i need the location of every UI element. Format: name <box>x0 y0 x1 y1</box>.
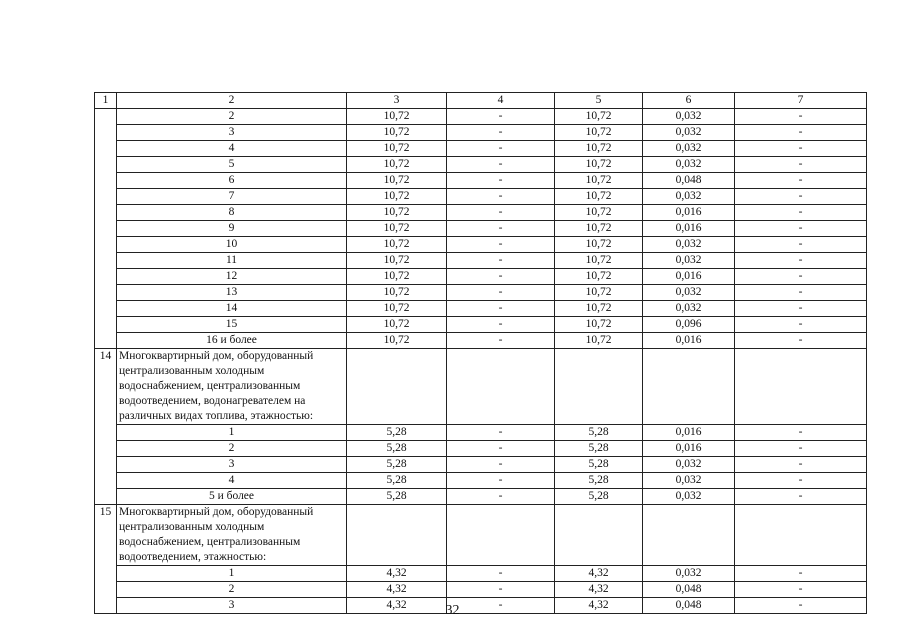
floors-cell: 13 <box>117 285 347 301</box>
value-cell: - <box>447 333 555 349</box>
table-row <box>95 189 867 205</box>
value-cell: 0,032 <box>643 473 735 489</box>
floors-cell: 2 <box>117 441 347 457</box>
floors-cell: 10 <box>117 237 347 253</box>
section-index-cell <box>95 109 117 349</box>
value-cell: 10,72 <box>347 237 447 253</box>
value-cell: - <box>447 301 555 317</box>
value-cell: - <box>735 189 867 205</box>
value-cell: - <box>735 333 867 349</box>
value-cell: - <box>447 109 555 125</box>
value-cell: 0,032 <box>643 189 735 205</box>
value-cell: 5,28 <box>555 425 643 441</box>
value-cell: 4,32 <box>347 566 447 582</box>
section-index-cell: 15 <box>95 505 117 614</box>
header-cell: 4 <box>447 93 555 109</box>
table-row <box>95 141 867 157</box>
table-row <box>95 489 867 505</box>
floors-cell: 1 <box>117 566 347 582</box>
value-cell: - <box>447 173 555 189</box>
column-number-header-row <box>95 93 867 109</box>
value-cell: 0,032 <box>643 285 735 301</box>
value-cell: 5,28 <box>347 473 447 489</box>
table-row <box>95 566 867 582</box>
table-row <box>95 441 867 457</box>
value-cell: 4,32 <box>347 582 447 598</box>
section-index-cell: 14 <box>95 349 117 505</box>
value-cell: 5,28 <box>555 473 643 489</box>
value-cell: - <box>735 141 867 157</box>
value-cell: - <box>447 441 555 457</box>
value-cell: - <box>447 566 555 582</box>
value-cell: 0,048 <box>643 598 735 614</box>
table-row <box>95 253 867 269</box>
value-cell: - <box>447 598 555 614</box>
value-cell: 10,72 <box>555 253 643 269</box>
value-cell: 0,016 <box>643 221 735 237</box>
header-cell: 6 <box>643 93 735 109</box>
value-cell: - <box>447 189 555 205</box>
section-description: Многоквартирный дом, оборудованный централизованным холодным водоснабжением, централизованным водоотведением, этажностью: <box>117 505 347 566</box>
value-cell: 10,72 <box>555 173 643 189</box>
floors-cell: 3 <box>117 125 347 141</box>
value-cell: 0,016 <box>643 333 735 349</box>
table-row <box>95 473 867 489</box>
value-cell: 5,28 <box>555 441 643 457</box>
value-cell: 0,032 <box>643 109 735 125</box>
value-cell: - <box>447 125 555 141</box>
value-cell: - <box>735 109 867 125</box>
value-cell: - <box>447 205 555 221</box>
value-cell: 10,72 <box>347 301 447 317</box>
value-cell: 10,72 <box>347 317 447 333</box>
value-cell: 10,72 <box>347 285 447 301</box>
floors-cell: 8 <box>117 205 347 221</box>
value-cell: 10,72 <box>555 125 643 141</box>
value-cell: 0,016 <box>643 425 735 441</box>
value-cell: - <box>447 582 555 598</box>
value-cell: 10,72 <box>555 221 643 237</box>
value-cell: 10,72 <box>347 125 447 141</box>
table-row <box>95 301 867 317</box>
value-cell: - <box>735 125 867 141</box>
value-cell: 4,32 <box>555 598 643 614</box>
value-cell: 0,032 <box>643 157 735 173</box>
value-cell: 10,72 <box>347 205 447 221</box>
value-cell: 4,32 <box>555 566 643 582</box>
value-cell: 5,28 <box>347 425 447 441</box>
floors-cell: 2 <box>117 109 347 125</box>
value-cell: - <box>735 173 867 189</box>
value-cell: 10,72 <box>347 333 447 349</box>
floors-cell: 15 <box>117 317 347 333</box>
value-cell: 0,032 <box>643 125 735 141</box>
value-cell: - <box>447 285 555 301</box>
table-row <box>95 221 867 237</box>
value-cell: 10,72 <box>555 301 643 317</box>
empty-cell <box>735 505 867 566</box>
value-cell: - <box>735 425 867 441</box>
empty-cell <box>447 349 555 425</box>
empty-cell <box>735 349 867 425</box>
value-cell: 5,28 <box>555 457 643 473</box>
table-row <box>95 317 867 333</box>
value-cell: - <box>735 205 867 221</box>
value-cell: 0,032 <box>643 566 735 582</box>
section-description-row <box>95 349 867 425</box>
value-cell: 0,048 <box>643 582 735 598</box>
value-cell: 0,032 <box>643 489 735 505</box>
value-cell: - <box>735 253 867 269</box>
header-cell: 7 <box>735 93 867 109</box>
section-description: Многоквартирный дом, оборудованный централизованным холодным водоснабжением, централизованным водоотведением, водонагревателем на различных видах топлива, этажностью: <box>117 349 347 425</box>
section-description-row <box>95 505 867 566</box>
value-cell: 10,72 <box>555 317 643 333</box>
value-cell: - <box>735 457 867 473</box>
header-cell: 1 <box>95 93 117 109</box>
value-cell: 10,72 <box>555 157 643 173</box>
value-cell: - <box>735 301 867 317</box>
value-cell: 4,32 <box>555 582 643 598</box>
value-cell: 10,72 <box>555 189 643 205</box>
empty-cell <box>643 349 735 425</box>
value-cell: 10,72 <box>555 141 643 157</box>
value-cell: 10,72 <box>347 141 447 157</box>
value-cell: - <box>447 221 555 237</box>
table-row <box>95 109 867 125</box>
value-cell: 0,032 <box>643 253 735 269</box>
header-cell: 2 <box>117 93 347 109</box>
value-cell: 10,72 <box>347 269 447 285</box>
floors-cell: 4 <box>117 141 347 157</box>
value-cell: 5,28 <box>347 457 447 473</box>
value-cell: - <box>735 582 867 598</box>
floors-cell: 6 <box>117 173 347 189</box>
value-cell: - <box>447 253 555 269</box>
empty-cell <box>555 349 643 425</box>
value-cell: - <box>447 269 555 285</box>
value-cell: 4,32 <box>347 598 447 614</box>
table-row <box>95 157 867 173</box>
value-cell: 10,72 <box>347 173 447 189</box>
value-cell: 5,28 <box>555 489 643 505</box>
value-cell: 10,72 <box>555 269 643 285</box>
value-cell: 10,72 <box>555 237 643 253</box>
floors-cell: 1 <box>117 425 347 441</box>
value-cell: 10,72 <box>347 109 447 125</box>
empty-cell <box>447 505 555 566</box>
floors-cell: 16 и более <box>117 333 347 349</box>
floors-cell: 3 <box>117 598 347 614</box>
value-cell: 0,032 <box>643 237 735 253</box>
table-row <box>95 425 867 441</box>
floors-cell: 7 <box>117 189 347 205</box>
table-row <box>95 333 867 349</box>
table-row <box>95 237 867 253</box>
value-cell: - <box>735 566 867 582</box>
value-cell: - <box>735 221 867 237</box>
value-cell: 0,016 <box>643 205 735 221</box>
floors-cell: 4 <box>117 473 347 489</box>
value-cell: - <box>735 157 867 173</box>
value-cell: - <box>735 598 867 614</box>
value-cell: - <box>447 237 555 253</box>
table-body <box>95 93 867 614</box>
empty-cell <box>347 349 447 425</box>
table-row <box>95 582 867 598</box>
floors-cell: 12 <box>117 269 347 285</box>
floors-cell: 14 <box>117 301 347 317</box>
value-cell: - <box>447 473 555 489</box>
value-cell: - <box>447 317 555 333</box>
table-row <box>95 205 867 221</box>
value-cell: - <box>447 457 555 473</box>
value-cell: - <box>735 285 867 301</box>
value-cell: - <box>447 141 555 157</box>
header-cell: 5 <box>555 93 643 109</box>
value-cell: - <box>447 157 555 173</box>
value-cell: 5,28 <box>347 489 447 505</box>
value-cell: 0,032 <box>643 141 735 157</box>
floors-cell: 5 и более <box>117 489 347 505</box>
empty-cell <box>347 505 447 566</box>
value-cell: - <box>447 489 555 505</box>
page-number: 32 <box>445 603 460 618</box>
table-row <box>95 125 867 141</box>
value-cell: 10,72 <box>555 285 643 301</box>
empty-cell <box>643 505 735 566</box>
floors-cell: 11 <box>117 253 347 269</box>
value-cell: 10,72 <box>555 333 643 349</box>
value-cell: 0,096 <box>643 317 735 333</box>
table-row <box>95 457 867 473</box>
value-cell: - <box>735 237 867 253</box>
value-cell: 0,016 <box>643 441 735 457</box>
value-cell: 0,016 <box>643 269 735 285</box>
value-cell: - <box>447 425 555 441</box>
floors-cell: 3 <box>117 457 347 473</box>
value-cell: 10,72 <box>347 221 447 237</box>
header-cell: 3 <box>347 93 447 109</box>
floors-cell: 9 <box>117 221 347 237</box>
table-row <box>95 285 867 301</box>
value-cell: 10,72 <box>347 157 447 173</box>
value-cell: 10,72 <box>555 109 643 125</box>
value-cell: - <box>735 317 867 333</box>
floors-cell: 2 <box>117 582 347 598</box>
table-row <box>95 269 867 285</box>
value-cell: 5,28 <box>347 441 447 457</box>
tariff-table <box>94 92 867 614</box>
value-cell: 0,048 <box>643 173 735 189</box>
value-cell: 10,72 <box>347 189 447 205</box>
value-cell: - <box>735 473 867 489</box>
value-cell: 10,72 <box>347 253 447 269</box>
floors-cell: 5 <box>117 157 347 173</box>
value-cell: 10,72 <box>555 205 643 221</box>
table-row <box>95 173 867 189</box>
empty-cell <box>555 505 643 566</box>
value-cell: 0,032 <box>643 301 735 317</box>
value-cell: 0,032 <box>643 457 735 473</box>
value-cell: - <box>735 269 867 285</box>
value-cell: - <box>735 441 867 457</box>
value-cell: - <box>735 489 867 505</box>
